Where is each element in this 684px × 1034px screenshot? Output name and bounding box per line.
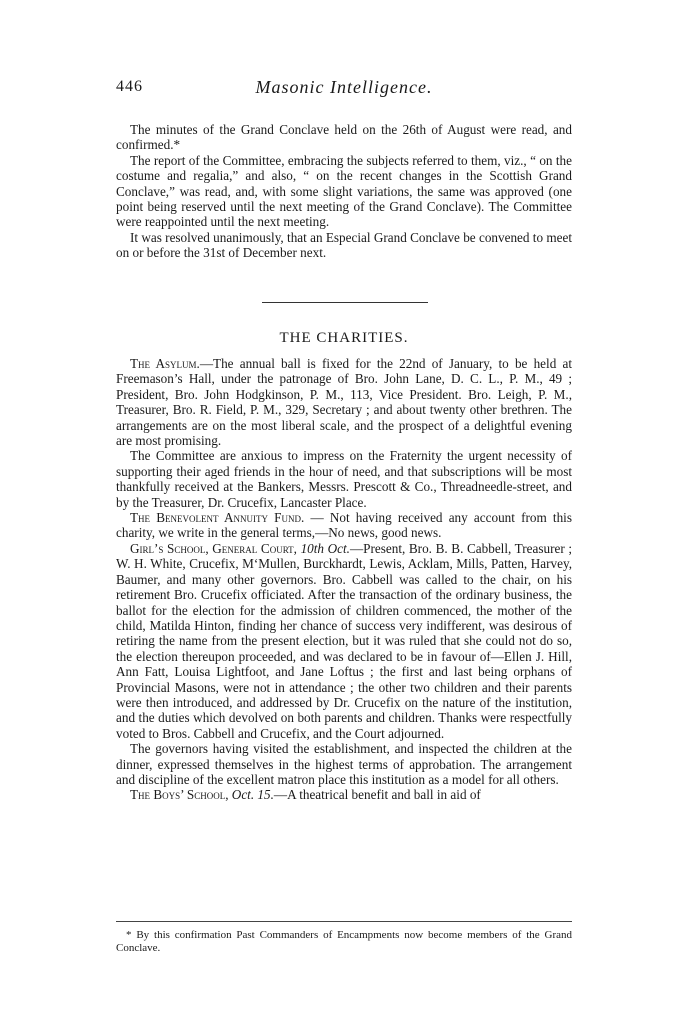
annuity-text: — Not having received any account from this charity, we write in the general terms,—No news, good news. (116, 510, 572, 541)
asylum-paragraph (116, 356, 572, 448)
grand-conclave-minutes (116, 122, 572, 261)
asylum-lead: The Asylum. (130, 356, 200, 371)
girls-school-date: 10th Oct. (296, 540, 350, 556)
girls-school-text: —Present, Bro. B. B. Cabbell, Treasurer ; W. H. White, Crucefix, M‘Mullen, Burckhardt, Lewis, Acklam, Mills, Patten, Harvey, Baumer, and many other governors. Bro. Cabbell was called to the chair, on his retirement Bro. Crucefix officiated. After the transaction of the ordinary business, the ballot for the election for the admission of children commenced, the mother of the child, Matilda Hinton, finding her chance of success very indifferent, was desirous of retiring the name from the present election, but it was ruled that she could not do so, the election thereupon proceeded, and was declared to be in favour of—Ellen J. Hill, Ann Fatt, Louisa Lightfoot, and Jane Loftus ; the first and last being orphans of Provincial Masons, were not in attendance ; the other two children and their parents were then introduced, and addressed by Dr. Crucefix on the nature of the institution, and the duties which devolved on both parents and children. Thanks were respectfully voted to Bros. Cabbell and Crucefix, and the Court adjourned. (116, 540, 572, 741)
girls-school-paragraph (116, 541, 572, 741)
annuity-lead: The Benevolent Annuity Fund. (130, 510, 305, 526)
boys-school-text: —A theatrical benefit and ball in aid of (273, 787, 481, 803)
boys-school-lead: The Boys’ School, (130, 787, 229, 803)
running-head (116, 78, 572, 102)
minutes-paragraph: The minutes of the Grand Conclave held on the 26th of August were read, and confirmed.* (116, 122, 572, 153)
section-title: THE CHARITIES. (279, 330, 409, 346)
resolution-paragraph: It was resolved unanimously, that an Especial Grand Conclave be convened to meet on or before the 31st of December next. (116, 229, 572, 261)
boys-school-date: Oct. 15. (228, 787, 274, 803)
footnote: * By this confirmation Past Commanders of Encampments now become members of the Grand Conclave. (116, 929, 572, 954)
footnote-divider (116, 921, 572, 922)
boys-school-paragraph (116, 787, 572, 802)
section-divider (262, 302, 428, 303)
charities-section (116, 356, 572, 803)
committee-appeal-paragraph: The Committee are anxious to impress on the Fraternity the urgent necessity of supporting their aged friends in the hour of need, and that subscriptions will be most thankfully received at the Bankers, Messrs. Prescott & Co., Threadneedle-street, and by the Treasurer, Dr. Crucefix, Lancaster Place. (116, 448, 572, 510)
girls-school-lead: Girl’s School, General Court, (130, 540, 297, 556)
committee-report-paragraph: The report of the Committee, embracing the subjects referred to them, viz., “ on the costume and regalia,” and also, “ on the recent changes in the Scottish Grand Conclave,” was read, and, with some slight variations, the same was approved (one point being reserved until the next meeting of the Grand Conclave). The Committee were reappointed until the next meeting. (116, 152, 572, 230)
journal-title: Masonic Intelligence. (255, 77, 433, 97)
page-number: 446 (116, 78, 143, 95)
governors-paragraph: The governors having visited the establishment, and inspected the children at the dinner, expressed themselves in the highest terms of approbation. The arrangement and discipline of the excellent matron place this institution as a model for all others. (116, 741, 572, 787)
asylum-text: —The annual ball is fixed for the 22nd of January, to be held at Freemason’s Hall, under the patronage of Bro. John Lane, D. C. L., P. M., 49 ; President, Bro. John Hodgkinson, P. M., 113, Vice President. Bro. Leigh, P. M., Treasurer, Bro. R. Field, P. M., 329, Secretary ; and about twenty other brethren. The arrangements are on the most liberal scale, and the prospect of a delightful evening are most promising. (116, 356, 573, 449)
annuity-paragraph (116, 510, 572, 541)
